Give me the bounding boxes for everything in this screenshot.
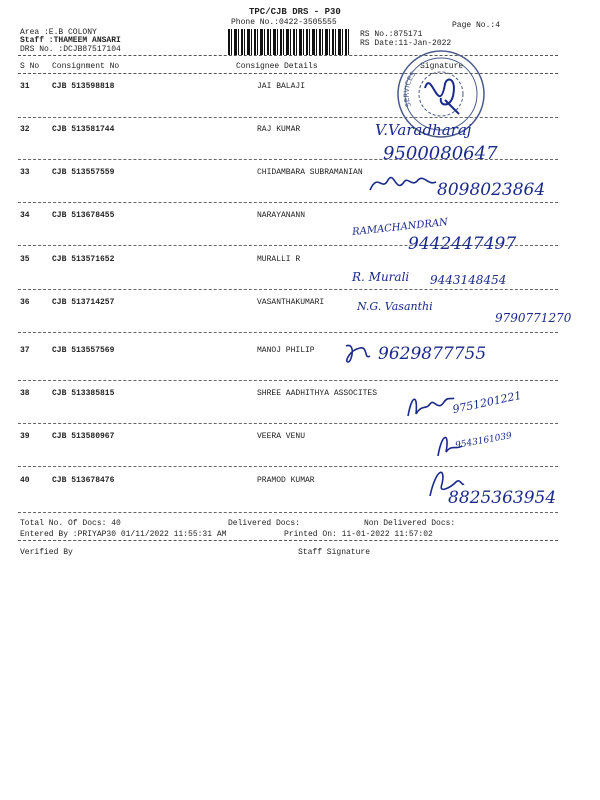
- handwritten-name: RAMACHANDRAN: [351, 217, 449, 238]
- handwritten-phone: 9751201221: [451, 388, 523, 417]
- handwritten-phone: 8098023864: [437, 180, 546, 200]
- verified-by: Verified By: [20, 548, 73, 557]
- row-consignee: VASANTHAKUMARI: [257, 298, 325, 307]
- handwritten-phone: 9629877755: [378, 344, 487, 364]
- row-consignment: CJB 513557559: [52, 168, 115, 177]
- rs-number: RS No.:875171: [360, 30, 423, 39]
- table-row: [0, 125, 600, 165]
- row-divider: [18, 332, 558, 333]
- total-docs: Total No. Of Docs: 40: [20, 519, 121, 528]
- staff-signature: Staff Signature: [298, 548, 371, 557]
- row-sno: 40: [20, 476, 30, 485]
- handwritten-phone: 9442447497: [408, 234, 517, 254]
- row-divider: [18, 380, 558, 381]
- row-sno: 38: [20, 389, 30, 398]
- table-row: [0, 82, 600, 122]
- row-consignee: VEERA VENU: [257, 432, 306, 441]
- row-sno: 34: [20, 211, 30, 220]
- row-divider: [18, 202, 558, 203]
- col-sno: S No: [20, 62, 40, 71]
- row-sno: 33: [20, 168, 30, 177]
- row-consignment: CJB 513714257: [52, 298, 115, 307]
- row-divider: [18, 466, 558, 467]
- row-consignee: NARAYANANN: [257, 211, 306, 220]
- row-consignment: CJB 513581744: [52, 125, 115, 134]
- non-delivered-docs: Non Delivered Docs:: [364, 519, 456, 528]
- row-sno: 39: [20, 432, 30, 441]
- printed-on: Printed On: 11-01-2022 11:57:02: [284, 530, 433, 539]
- signature-scribble: [404, 390, 456, 422]
- row-consignment: CJB 513557569: [52, 346, 115, 355]
- row-consignment: CJB 513678455: [52, 211, 115, 220]
- row-consignment: CJB 513598818: [52, 82, 115, 91]
- handwritten-name: N.G. Vasanthi: [357, 300, 433, 313]
- rs-date: RS Date:11-Jan-2022: [360, 39, 452, 48]
- row-consignee: MURALLI R: [257, 255, 301, 264]
- row-consignment: CJB 513385815: [52, 389, 115, 398]
- entered-by: Entered By :PRIYAP30 01/11/2022 11:55:31 AM: [20, 530, 227, 539]
- row-consignee: CHIDAMBARA SUBRAMANIAN: [257, 168, 363, 177]
- row-sno: 31: [20, 82, 30, 91]
- document-title: TPC/CJB DRS - P30: [249, 7, 341, 17]
- divider: [18, 540, 558, 541]
- row-divider: [18, 512, 558, 513]
- handwritten-phone: 8825363954: [448, 488, 557, 508]
- row-sno: 32: [20, 125, 30, 134]
- row-consignee: PRAMOD KUMAR: [257, 476, 315, 485]
- area: Area :E.B COLONY: [20, 28, 97, 37]
- staff-name: Staff :THAMEEM ANSARI: [20, 36, 121, 45]
- drs-number: DRS No. :DCJB87517104: [20, 45, 121, 54]
- handwritten-name: V.Varadharaj: [375, 121, 472, 139]
- delivered-docs: Delivered Docs:: [228, 519, 301, 528]
- row-consignment: CJB 513571652: [52, 255, 115, 264]
- row-divider: [18, 423, 558, 424]
- row-consignment: CJB 513580967: [52, 432, 115, 441]
- signature-scribble: [342, 340, 372, 366]
- col-consignee: Consignee Details: [236, 62, 318, 71]
- handwritten-phone: 9500080647: [383, 143, 498, 164]
- handwritten-name: R. Murali: [352, 270, 410, 284]
- row-consignee: JAI BALAJI: [257, 82, 306, 91]
- table-row: [0, 255, 600, 295]
- row-consignment: CJB 513678476: [52, 476, 115, 485]
- row-consignee: RAJ KUMAR: [257, 125, 301, 134]
- handwritten-phone: 9543161039: [454, 431, 513, 451]
- col-signature: Signature: [420, 62, 464, 71]
- row-consignee: MANOJ PHILIP: [257, 346, 315, 355]
- phone-number: Phone No.:0422-3505555: [231, 18, 337, 27]
- handwritten-phone: 9443148454: [430, 273, 507, 287]
- signature-scribble: [368, 170, 438, 196]
- table-row: [0, 346, 600, 386]
- row-divider: [18, 289, 558, 290]
- row-sno: 36: [20, 298, 30, 307]
- row-consignee: SHREE AADHITHYA ASSOCITES: [257, 389, 378, 398]
- row-sno: 37: [20, 346, 30, 355]
- barcode: [228, 29, 350, 55]
- stamp-text: SERVICES: [402, 70, 418, 108]
- col-consignment: Consignment No: [52, 62, 120, 71]
- row-sno: 35: [20, 255, 30, 264]
- page-number: Page No.:4: [452, 21, 501, 30]
- handwritten-phone: 9790771270: [495, 311, 572, 325]
